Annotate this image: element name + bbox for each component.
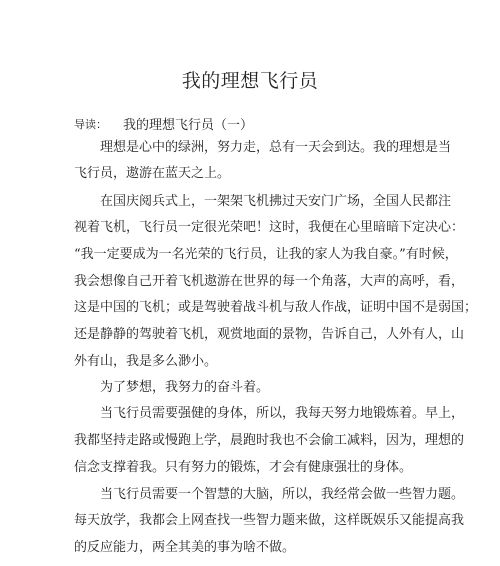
guide-title: 我的理想飞行员（一）: [123, 118, 254, 133]
paragraph-line: 每天放学，我都会上网查找一些智力题来做，这样既娱乐又能提高我: [74, 513, 465, 528]
paragraph-line: 信念支撑着我。只有努力的锻炼，才会有健康强壮的身体。: [74, 460, 413, 475]
paragraph-line: 在国庆阅兵式上，一架架飞机拂过天安门广场，全国人民都注: [100, 194, 452, 209]
paragraph-line: 还是静静的驾驶着飞机，观赏地面的景物，告诉自己，人外有人，山: [74, 327, 465, 342]
paragraph-line: 理想是心中的绿洲，努力走，总有一天会到达。我的理想是当: [100, 140, 452, 155]
paragraph-line: 我会想像自己开着飞机遨游在世界的每一个角落，大声的高呼，看，: [74, 274, 465, 289]
paragraph-line: 为了梦想，我努力的奋斗着。: [100, 380, 270, 395]
paragraph-line: 当飞行员需要一个智慧的大脑，所以，我经常会做一些智力题。: [100, 487, 465, 502]
paragraph-line: 外有山，我是多么渺小。: [74, 354, 218, 369]
document-title: 我的理想飞行员: [181, 70, 319, 92]
paragraph-line: 我都坚持走路或慢跑上学，晨跑时我也不会偷工减料，因为，理想的: [74, 433, 465, 448]
paragraph-line: 视着飞机，飞行员一定很光荣吧！这时，我便在心里暗暗下定决心：: [74, 220, 465, 235]
paragraph-line: “我一定要成为一名光荣的飞行员，让我的家人为我自豪。”有时候，: [74, 247, 458, 262]
paragraph-line: 这是中国的飞机；或是驾驶着战斗机与敌人作战，证明中国不是弱国；: [74, 300, 478, 315]
paragraph-line: 的反应能力，两全其美的事为啥不做。: [74, 540, 296, 555]
paragraph-line: 飞行员，遨游在蓝天之上。: [74, 166, 231, 181]
paragraph-line: 当飞行员需要强健的身体，所以，我每天努力地锻炼着。早上，: [100, 406, 465, 421]
guide-label: 导读：: [74, 118, 107, 131]
